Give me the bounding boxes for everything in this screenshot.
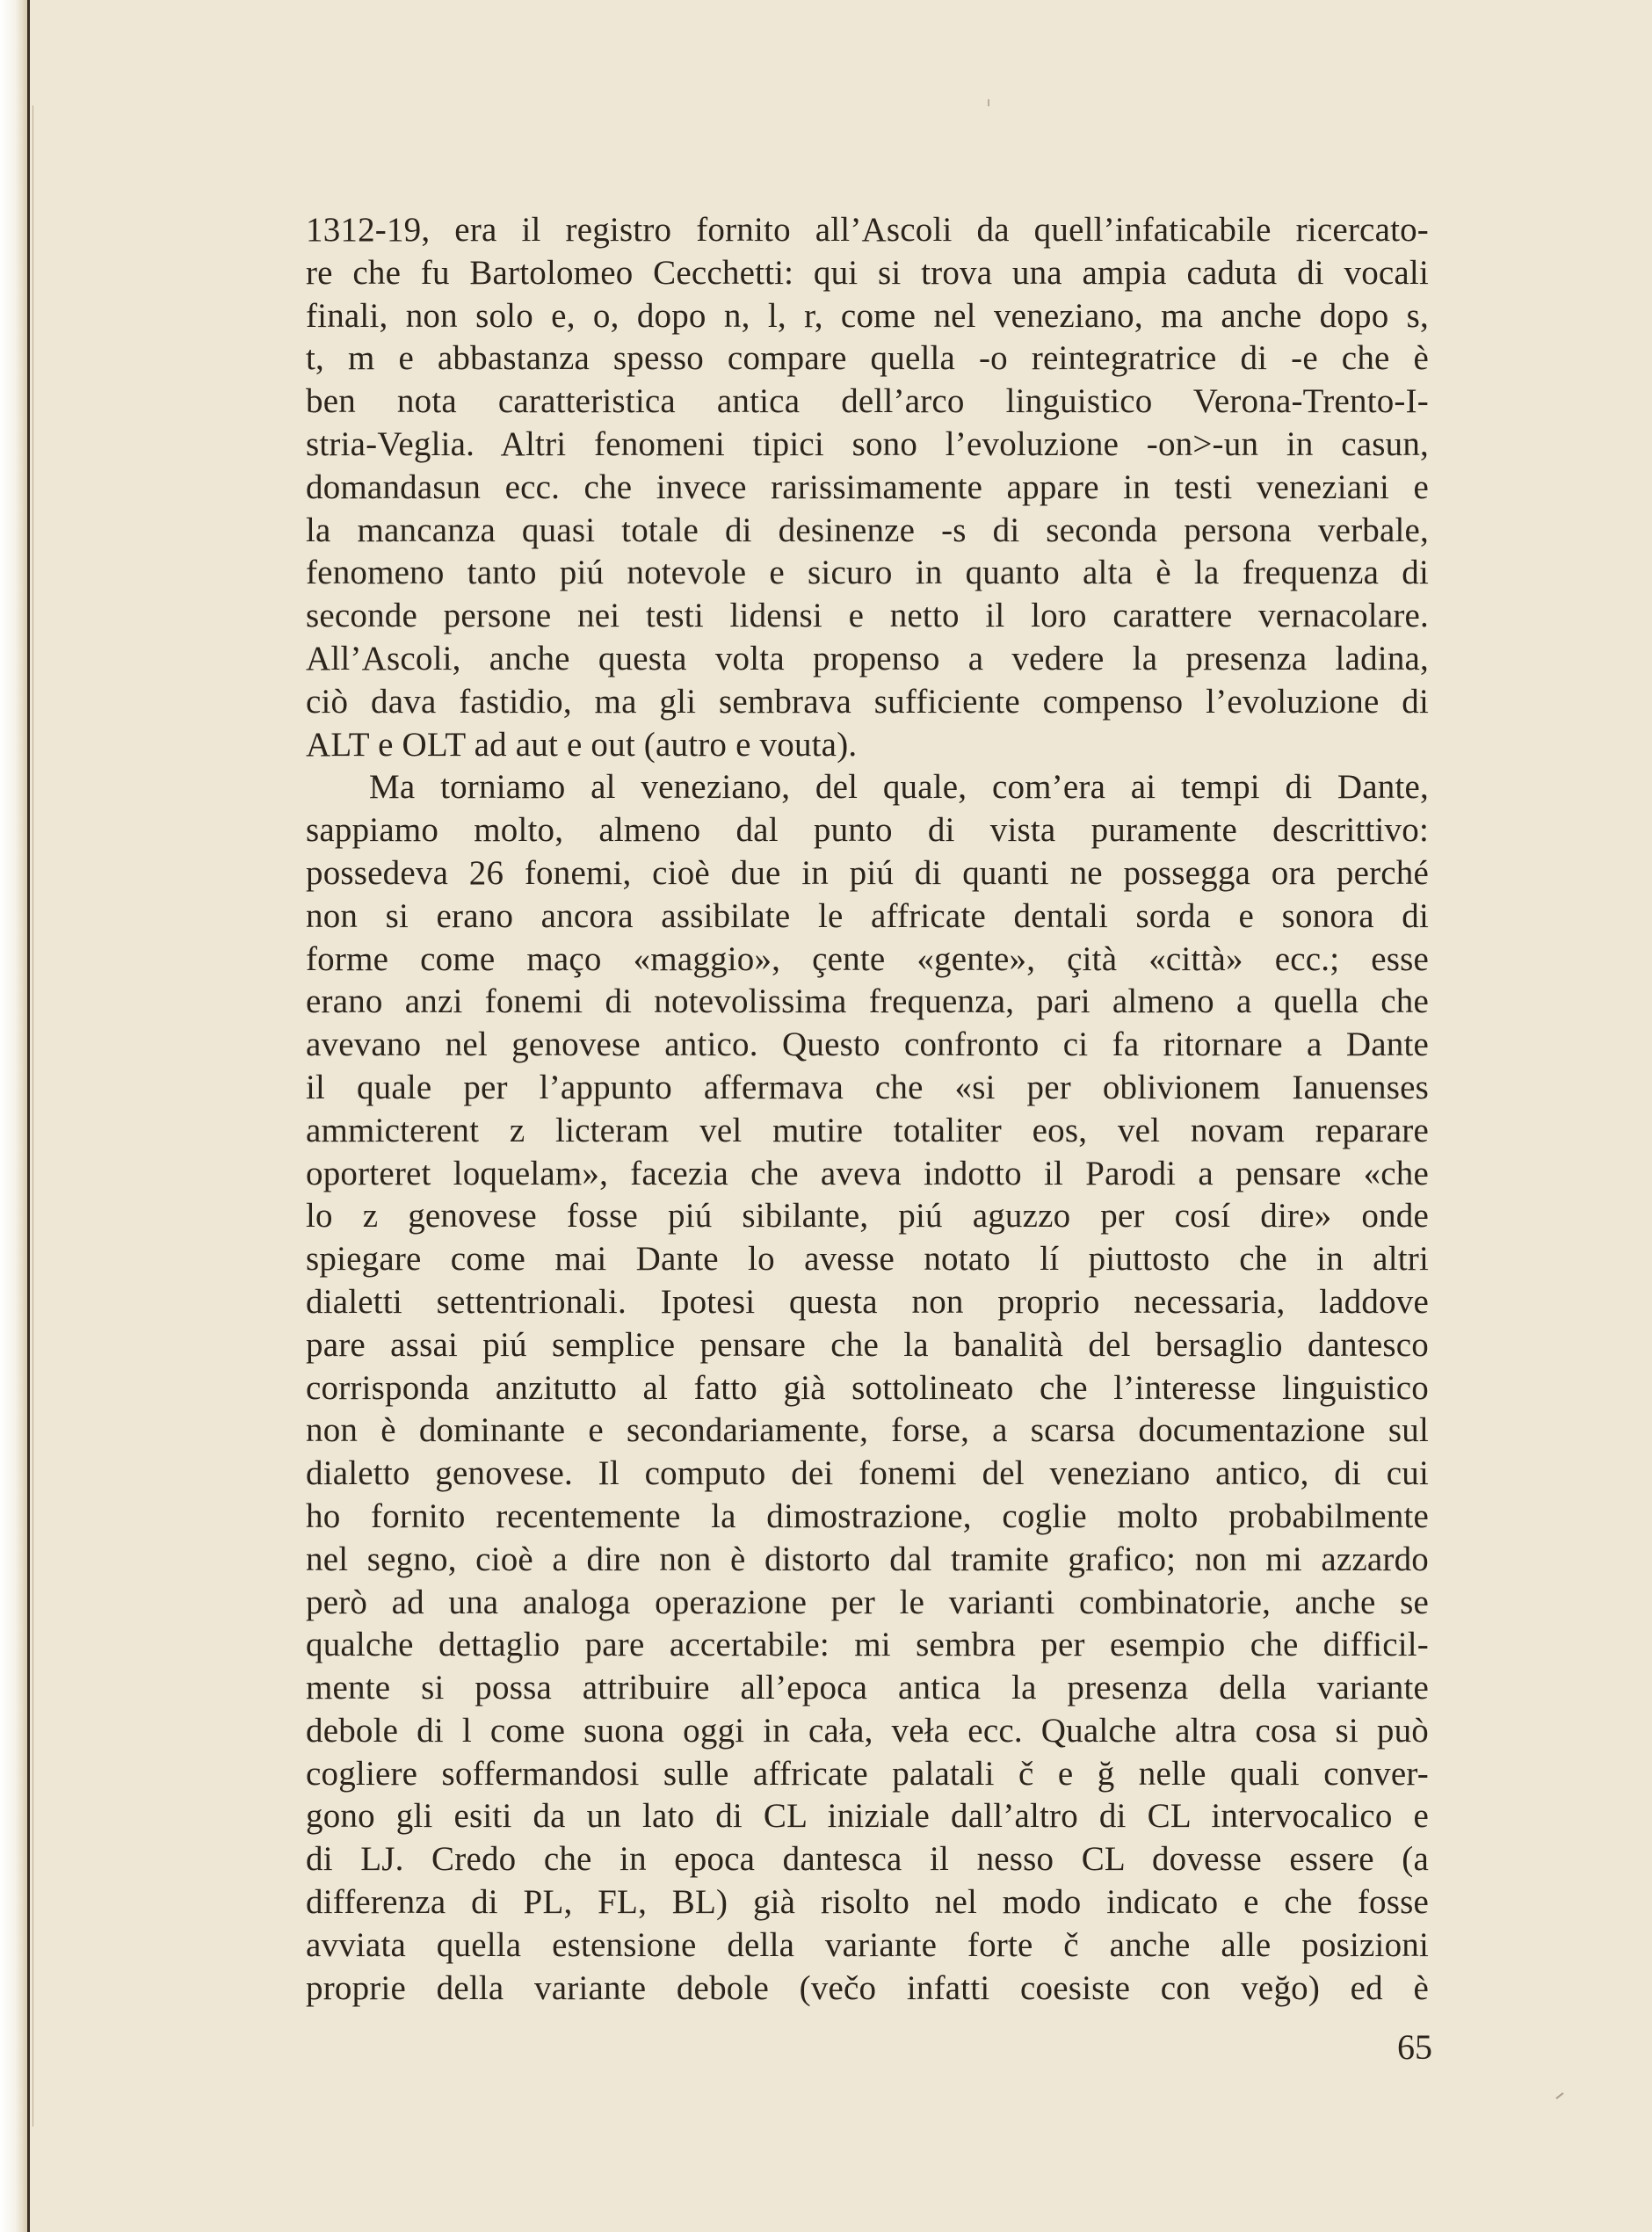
text-line: ALT e OLT ad aut e out (autro e vouta). [306, 725, 858, 764]
text-line: forme come maço «maggio», çente «gente», çità «città» ecc.; esse [306, 939, 1429, 978]
text-line: dialetti settentrionali. Ipotesi questa non proprio necessaria, laddove [306, 1282, 1429, 1321]
text-line: cogliere soffermandosi sulle affricate palatali č e ğ nelle quali conver- [306, 1754, 1429, 1793]
text-line: proprie della variante debole (večo infatti coesiste con veğo) ed è [306, 1968, 1429, 2007]
paper-mark [1555, 2092, 1563, 2099]
text-line: corrisponda anzitutto al fatto già sottolineato che l’interesse linguistico [306, 1368, 1429, 1407]
text-line: domandasun ecc. che invece rarissimamente appare in testi veneziani e [306, 467, 1429, 506]
text-line: pare assai piú semplice pensare che la banalità del bersaglio dantesco [306, 1325, 1429, 1364]
text-line: ben nota caratteristica antica dell’arco linguistico Verona-Trento-I- [306, 382, 1429, 421]
text-line: dialetto genovese. Il computo dei fonemi del veneziano antico, di cui [306, 1454, 1429, 1493]
text-line: gono gli esiti da un lato di CL iniziale dall’altro di CL intervocalico e [306, 1797, 1429, 1836]
text-line: fenomeno tanto piú notevole e sicuro in quanto alta è la frequenza di [306, 554, 1429, 592]
text-line: non si erano ancora assibilate le affricate dentali sorda e sonora di [306, 896, 1429, 935]
page-binding-edge [0, 0, 30, 2232]
text-line: ammicterent z licteram vel mutire totaliter eos, vel novam reparare [306, 1111, 1429, 1149]
text-line: lo z genovese fosse piú sibilante, piú aguzzo per cosí dire» onde [306, 1197, 1429, 1236]
text-line: avviata quella estensione della variante forte č anche alle posizioni [306, 1925, 1429, 1964]
text-line: avevano nel genovese antico. Questo confronto ci fa ritornare a Dante [306, 1025, 1429, 1064]
text-line: re che fu Bartolomeo Cecchetti: qui si trova una ampia caduta di vocali [306, 253, 1429, 292]
text-line: il quale per l’appunto affermava che «si per oblivionem Ianuenses [306, 1068, 1429, 1106]
page-binding-line [27, 0, 30, 2232]
text-line: però ad una analoga operazione per le varianti combinatorie, anche se [306, 1583, 1429, 1621]
text-line: qualche dettaglio pare accertabile: mi sembra per esempio che difficil- [306, 1626, 1429, 1664]
text-line: 1312-19, era il registro fornito all’Ascoli da quell’infaticabile ricercato- [306, 211, 1429, 249]
text-line: finali, non solo e, o, dopo n, l, r, come nel veneziano, ma anche dopo s, [306, 296, 1429, 335]
text-line: spiegare come mai Dante lo avesse notato lí piuttosto che in altri [306, 1240, 1429, 1279]
text-line: nel segno, cioè a dire non è distorto dal tramite grafico; non mi azzardo [306, 1540, 1429, 1578]
page-number: 65 [1397, 2027, 1432, 2067]
main-text-block [306, 209, 1429, 2010]
text-line: All’Ascoli, anche questa volta propenso a vedere la presenza ladina, [306, 639, 1429, 678]
text-line: differenza di PL, FL, BL) già risolto nel modo indicato e che fosse [306, 1883, 1429, 1922]
text-line: debole di l come suona oggi in cała, veła ecc. Qualche altra cosa si può [306, 1711, 1429, 1750]
text-line: t, m e abbastanza spesso compare quella -o reintegratrice di -e che è [306, 339, 1429, 378]
text-line: stria-Veglia. Altri fenomeni tipici sono l’evoluzione -on>-un in casun, [306, 424, 1429, 463]
text-line: non è dominante e secondariamente, forse, a scarsa documentazione sul [306, 1411, 1429, 1450]
paper-speck [988, 99, 989, 106]
text-line: mente si possa attribuire all’epoca antica la presenza della variante [306, 1669, 1429, 1707]
text-line: oporteret loquelam», facezia che aveva indotto il Parodi a pensare «che [306, 1154, 1429, 1192]
text-line: ciò dava fastidio, ma gli sembrava sufficiente compenso l’evoluzione di [306, 682, 1429, 721]
text-line: ho fornito recentemente la dimostrazione, coglie molto probabilmente [306, 1496, 1429, 1535]
text-line: erano anzi fonemi di notevolissima frequenza, pari almeno a quella che [306, 982, 1429, 1021]
text-line: possedeva 26 fonemi, cioè due in piú di quanti ne possegga ora perché [306, 853, 1429, 892]
text-line: di LJ. Credo che in epoca dantesca il nesso CL dovesse essere (a [306, 1840, 1429, 1879]
text-line: seconde persone nei testi lidensi e netto il loro carattere vernacolare. [306, 597, 1429, 635]
text-line: Ma torniamo al veneziano, del quale, com’era ai tempi di Dante, [369, 768, 1429, 807]
text-line: sappiamo molto, almeno dal punto di vista puramente descrittivo: [306, 811, 1429, 850]
text-line: la mancanza quasi totale di desinenze -s di seconda persona verbale, [306, 511, 1429, 549]
